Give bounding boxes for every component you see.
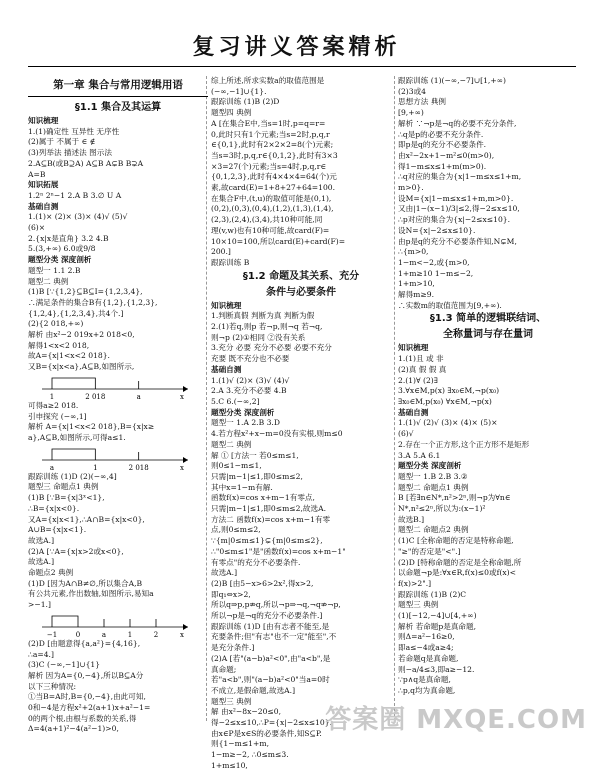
answer-line: 题型二 典例 [28, 276, 69, 286]
answer-line: 有零点"的充分不必要条件. [211, 557, 301, 567]
answer-line: 2.存在一个正方形,这个正方形不是矩形 [398, 439, 530, 449]
answer-line: (−∞,−1]∪{1}. [211, 86, 267, 96]
answer-line: (2)3或4 [398, 86, 427, 96]
answer-line: 1−m<−2,或{m>0, [398, 257, 470, 267]
answer-line: 所以¬p是¬q的充分不必要条件.] [211, 611, 323, 621]
answer-line: a},A⊆B,如图所示,可得a≤1. [28, 432, 126, 442]
answer-line: ∴实数m的取值范围为[9,+∞). [398, 300, 502, 310]
answer-line: ∴{m>0, [398, 247, 429, 257]
answer-line: (2)A [若"(a−b)a²<0",由"a<b",是 [211, 653, 331, 663]
number-line-figure [28, 373, 208, 401]
answer-line: 0的两个根,由根与系数的关系,得 [28, 713, 137, 723]
answer-line: 在集合F中,(t,u)的取值可能是(0,1), [211, 193, 332, 203]
subheading: 基础自测 [211, 364, 242, 374]
answer-line: (6)√ [398, 429, 414, 439]
chapter-rule [28, 96, 208, 98]
answer-line: ∴B={x|x<0}. [28, 503, 80, 513]
section-title: 全称量词与存在量词 [443, 329, 533, 341]
number-line-label: 1 [49, 392, 55, 401]
answer-line: 则Δ=a²−16≥0, [398, 632, 455, 642]
answer-line: 200.] [211, 247, 231, 257]
answer-line: 解 ① [方法一 若0≤m≤1, [211, 450, 299, 460]
answer-line: 1.(1)√ (2)× (3)√ (4)√ [211, 375, 290, 385]
answer-line: 得−2≤x≤10,∴P={x|−2≤x≤10}. [211, 718, 332, 728]
answer-line: ∴p,q均为真命题, [398, 685, 456, 695]
answer-line: (2){2 018,+∞) [28, 319, 84, 329]
number-line-label: −1 [46, 630, 58, 639]
number-line-label: 1 [127, 630, 133, 639]
number-line-figure [28, 611, 208, 639]
answer-line: 3.充分 必要 充分不必要 必要不充分 [211, 343, 332, 353]
answer-line: (3)列举法 描述法 图示法 [28, 148, 112, 158]
number-line-interval [52, 378, 95, 381]
answer-line: 设N={x|−2≤x≤10}. [398, 225, 476, 235]
number-line-arrow [183, 624, 188, 630]
number-line-label: 1 [93, 463, 98, 472]
answer-line: 只需|m−1|≤1,即0≤m≤2,故选A. [211, 504, 326, 514]
answer-line: (2)属于 不属于 ∈ ∉ [28, 137, 96, 147]
answer-line: 1.判断真假 判断为真 判断为假 [211, 311, 315, 321]
column-divider-2 [394, 76, 395, 721]
answer-line: (1)B [∵B={x|3ˣ<1}, [28, 493, 105, 503]
answer-line: 1+m≤10, [211, 760, 248, 770]
answer-line: 1.(1)√ (2)√ (3)× (4)× (5)× [398, 418, 498, 428]
answer-line: 2.(1)∀ (2)∃ [398, 375, 438, 385]
answer-line: 命题点2 典例 [28, 568, 74, 578]
answer-line: 1.(1)× (2)× (3)× (4)√ (5)√ [28, 212, 128, 222]
answer-line: 由p是q的充分不必要条件知,N⊊M, [398, 236, 517, 246]
answer-line: N*,n²≤2ⁿ,所以为:(x−1)² [398, 504, 486, 514]
answer-line: 则¬p (2)①相同 ②没有关系 [211, 332, 306, 342]
answer-line: 0,此时只有1个元素;当s=2时,p,q,r [211, 129, 330, 139]
answer-line: ∴满足条件的集合B有{1,2},{1,2,3}, [28, 297, 158, 307]
column-1 [28, 76, 208, 735]
answer-line: 充要 既不充分也不必要 [211, 354, 290, 364]
column-1-body [28, 116, 208, 735]
subheading: 知识拓展 [28, 180, 59, 190]
answer-line: 5.C 6.(−∞,2] [211, 396, 260, 406]
answer-line: 由x²−2x+1−m²≤0(m>0), [398, 150, 495, 160]
answer-line: ∴q是p的必要不充分条件. [398, 129, 484, 139]
subheading: 知识梳理 [28, 116, 59, 125]
number-line-label: 2 018 [128, 463, 149, 472]
chapter-title: 第一章 集合与常用逻辑用语 [53, 79, 183, 91]
answer-line: 跟踪训练 (1)B (2)D [211, 97, 280, 107]
answer-line: A∪B={x|x<1}. [28, 525, 87, 535]
answer-line: 2.A 3.充分不必要 4.B [211, 386, 287, 396]
answer-line: 解析 若命题p是真命题, [398, 621, 477, 631]
subheading: 基础自测 [28, 201, 59, 211]
answer-line: 题型一 1.1 2.B [28, 265, 81, 275]
answer-line: 点,则0≤m≤2, [211, 525, 261, 535]
answer-line: (2)D [由题意得{a,a²}={4,16}, [28, 638, 141, 648]
answer-line: 题型三 命题点1 典例 [28, 482, 99, 492]
answer-line: 不成立,是假命题,故选A.] [211, 685, 296, 695]
answer-line: 题型二 命题点1 典例 [398, 482, 469, 492]
answer-line: 解析 由x²−2 019x+2 018<0, [28, 330, 135, 340]
answer-line: ∃x₀∈M,p(x₀) ∀x∈M,¬p(x) [398, 396, 492, 406]
answer-line: 若"a<b",则"(a−b)a²<0"当a=0时 [211, 675, 330, 685]
answer-line: 方法二 函数f(x)=cos x+m−1有零 [211, 514, 331, 524]
answer-line: 故A={x|1<x<2 018}. [28, 351, 110, 361]
answer-line: 故选B.] [398, 514, 425, 524]
column-3-body [398, 76, 578, 697]
answer-line: 素,故card(E)=1+8+27+64=100. [211, 183, 336, 193]
answer-line: 跟踪训练 (1)B (2)C [398, 589, 467, 599]
answer-line: 2.A⊆B(或B⊇A) A⊆B A⊊B B⊋A [28, 158, 144, 168]
answer-line: 4.若方程x²+x−m=0没有实根,则m≤0 [211, 429, 343, 439]
answer-line: (2)A [∵A={x|x>2或x<0}, [28, 546, 124, 556]
answer-line: 2.(1)若q,则p 若¬p,则¬q 若¬q, [211, 322, 323, 332]
answer-line: 0和−4是方程x²+2(a+1)x+a²−1= [28, 703, 151, 713]
answer-line: 解得m≥9. [398, 290, 434, 300]
answer-line: 可得a≥2 018. [28, 400, 79, 410]
answer-line: 5.(3,+∞) 6.0或9/8 [28, 244, 96, 254]
answer-line: 思想方法 典例 [398, 97, 446, 107]
subheading: 基础自测 [398, 407, 429, 417]
answer-line: 函数f(x)=cos x+m−1有零点, [211, 493, 315, 503]
number-line-arrow [183, 386, 188, 392]
answer-line: 真命题; [211, 664, 237, 674]
answer-line: 解析 A={x|1<x<2 018},B={x|x≥ [28, 422, 155, 432]
answer-line: 则0≤1−m≤1, [211, 461, 262, 471]
answer-line: 10×10=100,所以card(E)+card(F)= [211, 236, 346, 246]
page-title: 复习讲义答案精析 [192, 35, 401, 60]
answer-line: 解得1<x<2 018, [28, 340, 90, 350]
number-line-label: a [49, 463, 55, 472]
answer-line: 1.2ⁿ 2ⁿ−1 2.A B 3.∅ U A [28, 190, 122, 200]
section-title-1-1: §1.1 集合及其运算 [74, 102, 162, 113]
answer-line: (1)D [因为A∩B≠∅,所以集合A,B [28, 578, 143, 588]
answer-line: 题型三 典例 [398, 600, 439, 610]
answer-line: (2)真 假 假 真 [398, 364, 447, 374]
answer-line: 题型二 典例 [211, 439, 252, 449]
answer-line: (1)[−12,−4]∪[4,+∞) [398, 611, 477, 621]
answer-line: ∴q对应的集合为{x|1−m≤x≤1+m, [398, 172, 522, 182]
answer-line: 解析 ∵¬p是¬q的必要不充分条件, [398, 118, 517, 128]
section-title: 条件与必要条件 [266, 286, 336, 298]
answer-line: 故选A.] [28, 557, 55, 567]
number-line-arrow [183, 457, 188, 463]
answer-line: 题型一 1.A 2.B 3.D [211, 418, 280, 428]
number-line-label: 2 [153, 630, 159, 639]
answer-line: (1)C [全称命题的否定是特称命题, [398, 536, 514, 546]
answer-line: 又A={x|x<1},∴A∩B={x|x<0}, [28, 514, 145, 524]
answer-line: 2.{x|x是直角} 3.2 4.B [28, 233, 109, 243]
answer-line: 所以q⇒p,p⇏q,所以¬p⇒¬q,¬q⇏¬p, [211, 600, 341, 610]
number-line-label: a [136, 392, 141, 401]
column-2-body [211, 76, 391, 772]
subheading: 题型分类 深度剖析 [28, 255, 92, 265]
answer-line: 解 由x²−8x−20≤0, [211, 707, 282, 717]
answer-line: {1,2,4},{1,2,3,4},共4个.] [28, 308, 124, 318]
number-line-interval [52, 616, 78, 619]
answer-line: 1.(1)且 或 非 [398, 354, 444, 364]
answer-line: 1+m≥10 1−m≤−2, [398, 268, 474, 278]
answer-line: Δ=4(a+1)²−4(a²−1)>0, [28, 724, 119, 734]
column-2 [211, 76, 391, 772]
subheading: 知识梳理 [398, 343, 429, 353]
answer-line: A=B [28, 169, 46, 179]
answer-line: f(x)>2".] [398, 578, 432, 588]
answer-line: 跟踪训练 (1)D (2)(−∞,4] [28, 471, 117, 481]
answer-line: 即a≤−4或a≥4; [398, 643, 454, 653]
answer-line: 以命题¬p是:∀x∈R,f(x)≤0或f(x)< [398, 568, 516, 578]
answer-line: 故选A.] [211, 568, 238, 578]
answer-line: 题型三 典例 [211, 696, 252, 706]
number-line-label: 0 [75, 630, 81, 639]
answer-line: 题型一 1.B 2.B 3.② [398, 471, 468, 481]
answer-line: (2,3),(2,4),(3,4),共10种可能,同 [211, 215, 323, 225]
answer-line: >−1.] [28, 600, 51, 610]
section-title: §1.2 命题及其关系、充分 [242, 270, 360, 282]
answer-line: 是充分条件.] [211, 643, 255, 653]
answer-line: ∴p对应的集合为{x|−2≤x≤10}. [398, 215, 511, 225]
answer-line: m>0}. [398, 183, 424, 193]
section-title: §1.3 简单的逻辑联结词、 [429, 313, 547, 325]
answer-line: 3.∀x∈M,p(x) ∃x₀∈M,¬p(x₀) [398, 386, 500, 396]
number-line-label: 2 018 [85, 392, 106, 401]
number-line-label: a [101, 630, 107, 639]
answer-line: (0,2),(0,3),(0,4),(1,2),(1,3),(1,4), [211, 204, 334, 214]
answer-line: 当s=3时,p,q,r∈{0,1,2},此时有3×3 [211, 150, 338, 160]
number-line-interval [52, 449, 95, 452]
answer-line: 跟踪训练 (1)(−∞,−7]∪[1,+∞) [398, 76, 506, 85]
answer-line: 又B={x|x<a},A⊆B,如图所示, [28, 362, 135, 372]
answer-line: 故选A.] [28, 535, 55, 545]
answer-line: 设M={x|1−m≤x≤1+m,m>0}. [398, 193, 514, 203]
answer-line: ∴a=4.] [28, 649, 54, 659]
number-line-label: x [180, 392, 184, 401]
answer-line: 即q₁⇔x>2, [211, 589, 251, 599]
answer-line: 3.A 5.A 6.1 [398, 450, 441, 460]
answer-line: 则−a/4≤3,即a≥−12. [398, 664, 475, 674]
answer-line: 以下三种情况: [28, 681, 77, 691]
answer-line: 充要条件;但"有志"也不一定"能至",不 [211, 632, 337, 642]
answer-line: ∈{0,1},此时有2×2×2=8(个)元素; [211, 140, 334, 150]
answer-line: 1+m>10, [398, 279, 435, 289]
answer-line: 若命题q是真命题, [398, 653, 459, 663]
answer-line: ∵{m|0≤m≤1}⊊{m|0≤m≤2}, [211, 536, 323, 546]
answer-line: [9,+∞) [398, 108, 424, 118]
answer-line: "≥"的否定是"<".] [398, 546, 461, 556]
answer-line: 综上所述,所求实数a的取值范围是 [211, 76, 325, 85]
answer-line: 引申探究 (−∞,1] [28, 411, 87, 421]
answer-line: 只需|m−1|≤1,即0≤m≤2, [211, 471, 303, 481]
answer-line: 即p是q的充分不必要条件. [398, 140, 487, 150]
watermark: 答案圈 MXQE.COM [325, 705, 587, 735]
number-line-label: x [180, 630, 184, 639]
subheading: 题型分类 深度剖析 [211, 407, 275, 417]
answer-line: 则{1−m≤1+m, [211, 739, 269, 749]
answer-line: (2)D [特称命题的否定是全称命题,所 [398, 557, 522, 567]
answer-line: (6)× [28, 223, 46, 233]
answer-line: 得1−m≤x≤1+m(m>0). [398, 161, 487, 171]
answer-line: ①当B=A时,B={0,−4},由此可知, [28, 692, 146, 702]
answer-line: ×3=27(个)元素;当s=4时,p,q,r∈ [211, 161, 326, 171]
title-rule [28, 66, 576, 67]
answer-line: 解析 因为A={0,−4},所以B⊆A分 [28, 670, 144, 680]
subheading: 知识梳理 [211, 300, 242, 310]
answer-line: 1.(1)确定性 互异性 无序性 [28, 126, 120, 136]
answer-line: 题型四 典例 [211, 108, 252, 118]
answer-line: B [若∃n∈N*,n²>2ⁿ,则¬p为∀n∈ [398, 493, 511, 503]
answer-line: 又由|1−(x−1)/3|≤2,得−2≤x≤10, [398, 204, 520, 214]
answer-line: (3)C (−∞,−1]∪{1} [28, 660, 101, 670]
answer-line: A [在集合E中,当s=1时,p=q=r= [211, 118, 326, 128]
subheading: 题型分类 深度剖析 [398, 461, 462, 471]
answer-line: 1−m≥−2, ∴0≤m≤3. [211, 750, 289, 760]
answer-line: 题型二 命题点2 典例 [398, 525, 469, 535]
answer-line: 由x∈P是x∈S的必要条件,知S⊆P. [211, 728, 322, 738]
answer-line: ∴"0≤m≤1"是"函数f(x)=cos x+m−1" [211, 546, 346, 556]
answer-line: 跟踪训练 B [211, 257, 250, 267]
answer-line: 跟踪训练 (1)D [由有志者不能至,是 [211, 621, 330, 631]
column-3 [398, 76, 578, 697]
answer-line: ∵p∧q是真命题, [398, 675, 451, 685]
number-line-label: x [180, 463, 184, 472]
answer-line: 理(v,w)也有10种可能,故card(F)= [211, 225, 330, 235]
answer-line: 有公共元素,作出数轴,如图所示,易知a [28, 589, 154, 599]
answer-line: {0,1,2,3},此时有4×4×4=64(个)元 [211, 172, 337, 182]
number-line-figure [28, 444, 208, 472]
answer-line: (2)B [由5−x>6>2x²,得x>2, [211, 578, 314, 588]
answer-line: (1)B [∵{1,2}⊆B⊆I={1,2,3,4}, [28, 287, 143, 297]
answer-line: 其中x=1−m有解. [211, 482, 273, 492]
